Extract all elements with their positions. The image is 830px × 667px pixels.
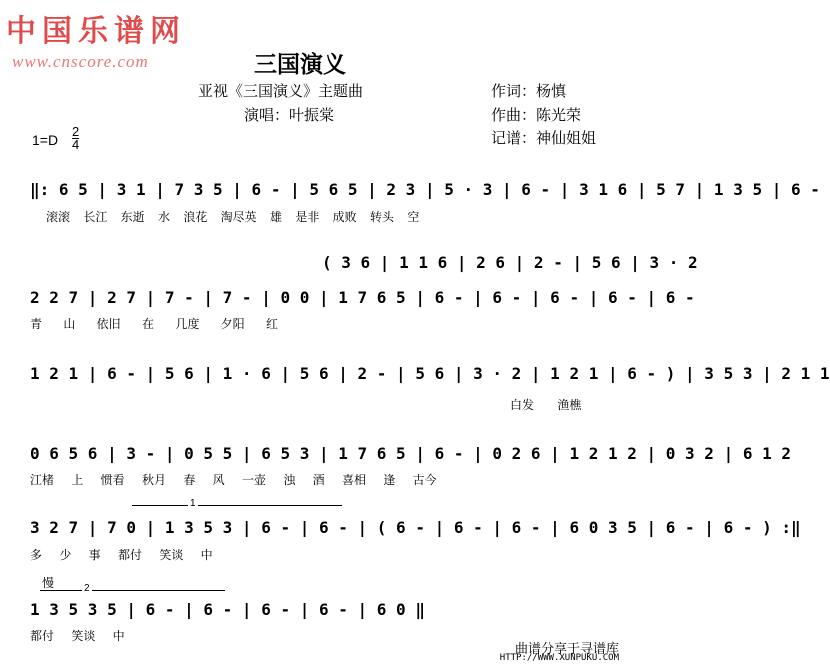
lyrics-row-2: 青 山 依旧 在 几度 夕阳 红 [30, 317, 279, 331]
volta-bracket-1 [132, 505, 342, 506]
lyrics-row-4: 江楮 上 惯看 秋月 春 风 一壶 浊 酒 喜相 逢 古今 [30, 473, 437, 487]
volta-number-2: 2 [84, 583, 90, 594]
time-signature-top: 2 [72, 124, 80, 139]
time-signature-bottom: 4 [72, 137, 80, 152]
singer: 演唱：叶振棠 [244, 107, 335, 124]
notation-row-1: ‖: 6 5 | 3 1 | 7 3 5 | 6 - | 5 6 5 | 2 3 | 5 · 3 | 6 - | 3 1 6 | 5 7 | 1 3 5 | 6 - [30, 180, 820, 199]
notation-row-2: 2 2 7 | 2 7 | 7 - | 7 - | 0 0 | 1 7 6 5 | 6 - | 6 - | 6 - | 6 - | 6 - [30, 288, 695, 307]
tempo-marking: 慢 [42, 576, 55, 590]
notation-row-2-upper: ( 3 6 | 1 1 6 | 2 6 | 2 - | 5 6 | 3 · 2 [322, 253, 698, 272]
subtitle: 亚视《三国演义》主题曲 [198, 83, 364, 100]
notation-row-6: 1 3 5 3 5 | 6 - | 6 - | 6 - | 6 - | 6 0 ‖ [30, 600, 425, 619]
lyrics-row-6: 都付 笑谈 中 [30, 629, 125, 643]
lyrics-row-3: 白发 渔樵 [510, 398, 582, 412]
notation-row-4: 0 6 5 6 | 3 - | 0 5 5 | 6 5 3 | 1 7 6 5 | 6 - | 0 2 6 | 1 2 1 2 | 0 3 2 | 6 1 2 [30, 444, 791, 463]
transcriber: 记谱：神仙姐姐 [491, 130, 597, 147]
lyricist: 作词：杨慎 [491, 83, 567, 100]
footer-url[interactable]: HTTP://WWW.XUNPUKU.COM [499, 653, 619, 663]
song-title: 三国演义 [254, 51, 346, 77]
volta-number-1: 1 [190, 498, 196, 509]
watermark-char: 谱 [114, 14, 150, 49]
watermark-char: 乐 [78, 14, 114, 49]
time-signature [72, 126, 79, 151]
notation-row-5: 3 2 7 | 7 0 | 1 3 5 3 | 6 - | 6 - | ( 6 - | 6 - | 6 - | 6 0 3 5 | 6 - | 6 - ) :‖ [30, 518, 801, 537]
watermark-char: 国 [42, 14, 78, 49]
key-signature: 1=D [32, 132, 59, 148]
footer-source: 曲谱分享于寻谱库 [514, 641, 619, 656]
watermark-url: www.cnscore.com [12, 52, 149, 71]
notation-row-3: 1 2 1 | 6 - | 5 6 | 1 · 6 | 5 6 | 2 - | 5 6 | 3 · 2 | 1 2 1 | 6 - ) | 3 5 3 | 2 1 1 [30, 364, 830, 383]
watermark-logo [6, 6, 186, 50]
watermark-char: 网 [150, 14, 186, 49]
lyrics-row-5: 多 少 事 都付 笑谈 中 [30, 548, 213, 562]
watermark-char: 中 [6, 14, 42, 49]
lyrics-row-1: 滚滚 长江 东逝 水 浪花 淘尽英 雄 是非 成败 转头 空 [46, 210, 420, 224]
volta-bracket-2 [40, 590, 225, 591]
composer: 作曲：陈光荣 [491, 107, 582, 124]
